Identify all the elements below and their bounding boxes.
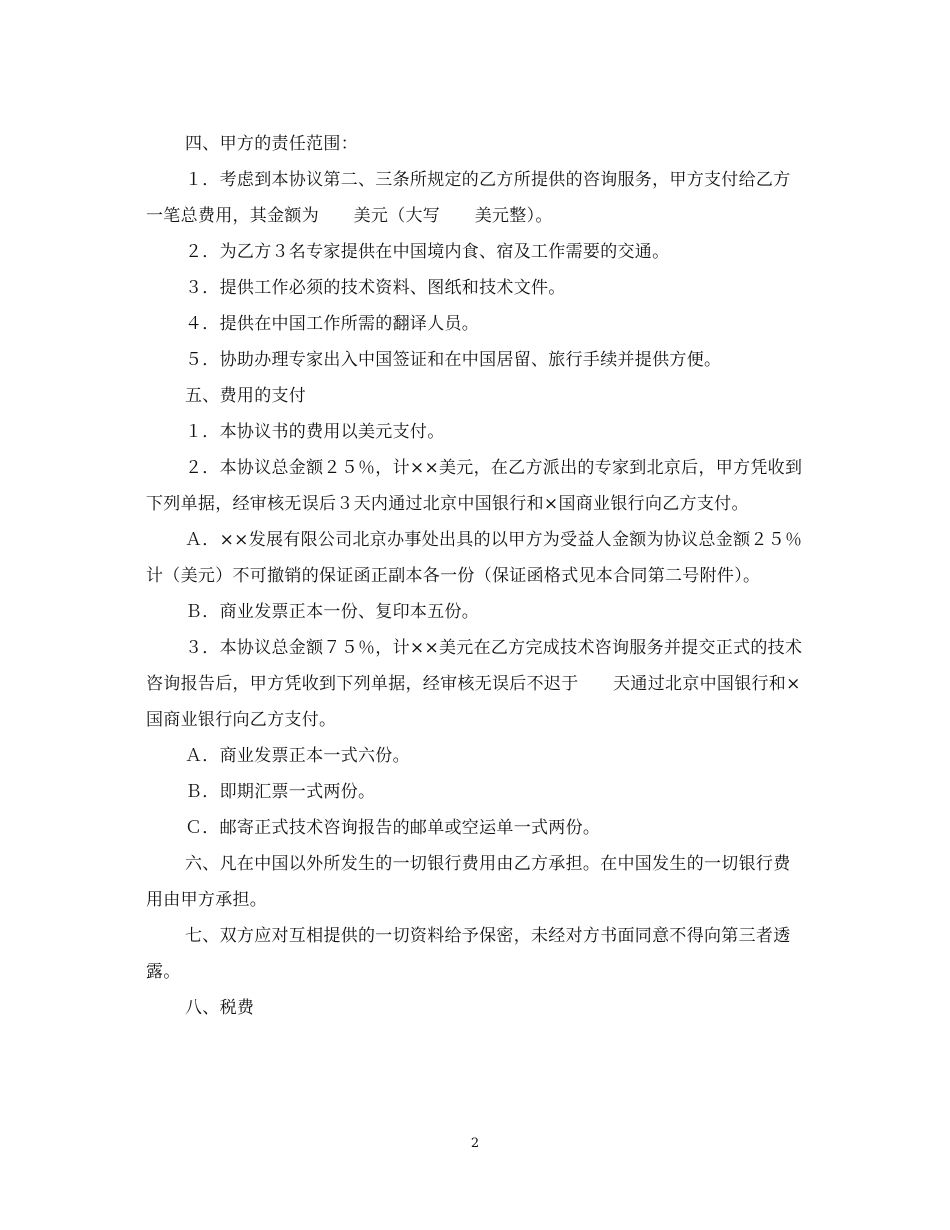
section-7: 七、双方应对互相提供的一切资料给予保密，未经对方书面同意不得向第三者透露。 xyxy=(146,926,791,982)
clause-4-3: ３．提供工作必须的技术资料、图纸和技术文件。 xyxy=(185,278,566,298)
section-heading-5: 五、费用的支付 xyxy=(185,386,307,406)
clause-5-2-b: Ｂ．商业发票正本一份、复印本五份。 xyxy=(185,602,480,622)
page-number: 2 xyxy=(470,1136,480,1151)
clause-4-2: ２．为乙方３名专家提供在中国境内食、宿及工作需要的交通。 xyxy=(185,242,670,262)
clause-5-3-b: Ｂ．即期汇票一式两份。 xyxy=(185,782,376,802)
clause-5-2-a: Ａ．××发展有限公司北京办事处出具的以甲方为受益人金额为协议总金额２５％计（美元）不可撤销的保证函正副本各一份（保证函格式见本合同第二号附件）。 xyxy=(146,530,803,586)
document-body xyxy=(146,126,806,1026)
clause-5-2: ２．本协议总金额２５％，计××美元，在乙方派出的专家到北京后，甲方凭收到下列单据，经审核无误后３天内通过北京中国银行和×国商业银行向乙方支付。 xyxy=(146,458,803,514)
clause-4-4: ４．提供在中国工作所需的翻译人员。 xyxy=(185,314,480,334)
clause-5-3: ３．本协议总金额７５％，计××美元在乙方完成技术咨询服务并提交正式的技术咨询报告后，甲方凭收到下列单据，经审核无误后不迟于 天通过北京中国银行和×国商业银行向乙方支付。 xyxy=(146,638,803,730)
section-heading-8: 八、税费 xyxy=(185,998,255,1018)
clause-5-3-a: Ａ．商业发票正本一式六份。 xyxy=(185,746,410,766)
clause-5-3-c: Ｃ．邮寄正式技术咨询报告的邮单或空运单一式两份。 xyxy=(185,818,601,838)
section-heading-4: 四、甲方的责任范围： xyxy=(185,134,358,154)
section-6: 六、凡在中国以外所发生的一切银行费用由乙方承担。在中国发生的一切银行费用由甲方承担。 xyxy=(146,854,791,910)
clause-4-5: ５．协助办理专家出入中国签证和在中国居留、旅行手续并提供方便。 xyxy=(185,350,722,370)
clause-5-1: １．本协议书的费用以美元支付。 xyxy=(185,422,445,442)
clause-4-1: １．考虑到本协议第二、三条所规定的乙方所提供的咨询服务，甲方支付给乙方一笔总费用，其金额为 美元（大写 美元整）。 xyxy=(146,170,791,226)
